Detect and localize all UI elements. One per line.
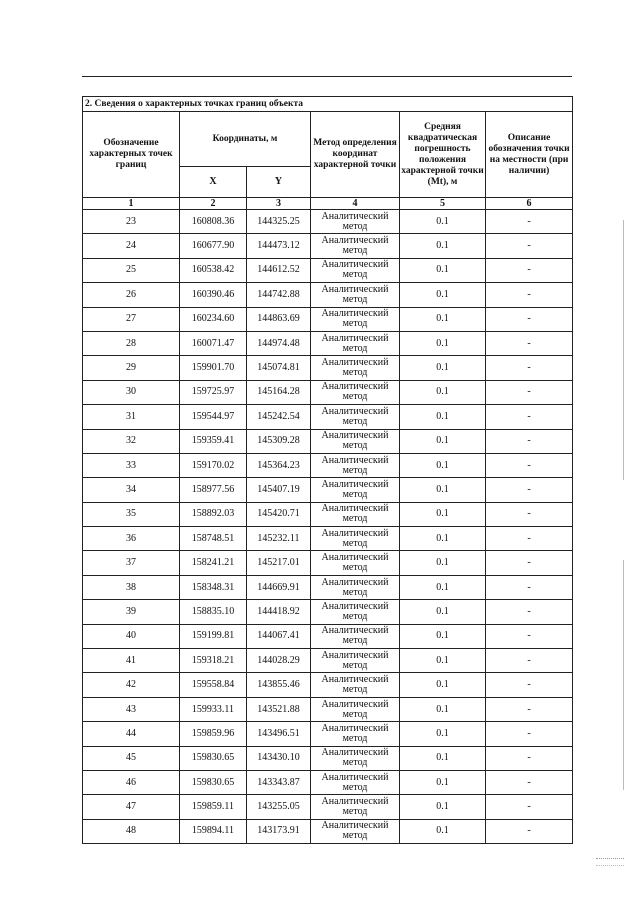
point-number: 35 [83,502,180,526]
coord-x: 159558.84 [180,673,247,697]
point-number: 47 [83,795,180,819]
precision-value: 0.1 [400,356,486,380]
method-line2: метод [342,781,368,793]
method-line1: Аналитический [321,430,389,442]
precision-value: 0.1 [400,307,486,331]
header-description: Описание обозначения точки на местности (при наличии) [486,112,573,198]
method-line2: метод [342,537,368,549]
coord-y: 143255.05 [247,795,311,819]
precision-value: 0.1 [400,527,486,551]
coord-x: 159199.81 [180,624,247,648]
precision-value: 0.1 [400,258,486,282]
coord-x: 158748.51 [180,527,247,551]
method-line1: Аналитический [321,820,389,832]
description-value: - [486,380,573,404]
point-number: 40 [83,624,180,648]
description-value: - [486,527,573,551]
point-number: 38 [83,575,180,599]
method-line1: Аналитический [321,722,389,734]
description-value: - [486,331,573,355]
method [311,356,400,380]
description-value: - [486,210,573,234]
description-value: - [486,697,573,721]
table-row [83,746,573,770]
table-row [83,331,573,355]
method-line2: метод [342,732,368,744]
point-number: 48 [83,819,180,843]
precision-value: 0.1 [400,551,486,575]
method [311,258,400,282]
coord-y: 144473.12 [247,234,311,258]
method-line2: метод [342,513,368,525]
coord-x: 159933.11 [180,697,247,721]
method-line2: метод [342,342,368,354]
precision-value: 0.1 [400,722,486,746]
coord-y: 144028.29 [247,649,311,673]
method [311,527,400,551]
method-line1: Аналитический [321,552,389,564]
coord-x: 160390.46 [180,283,247,307]
coord-y: 143173.91 [247,819,311,843]
precision-value: 0.1 [400,502,486,526]
coord-y: 144669.91 [247,575,311,599]
point-number: 33 [83,453,180,477]
coord-y: 144325.25 [247,210,311,234]
method-line1: Аналитический [321,796,389,808]
header-point-designation: Обозначение характерных точек границ [83,112,180,198]
table-row [83,356,573,380]
table-row [83,405,573,429]
description-value: - [486,429,573,453]
coord-y: 143521.88 [247,697,311,721]
precision-value: 0.1 [400,746,486,770]
method-line2: метод [342,586,368,598]
header-coordinates: Координаты, м [180,112,311,167]
method-line2: метод [342,708,368,720]
method-line1: Аналитический [321,527,389,539]
method-line2: метод [342,245,368,257]
precision-value: 0.1 [400,283,486,307]
precision-value: 0.1 [400,673,486,697]
description-value: - [486,624,573,648]
method-line1: Аналитический [321,235,389,247]
header-precision: Средняя квадратическая погрешность положения характерной точки (Mt), м [400,112,486,198]
precision-value: 0.1 [400,234,486,258]
description-value: - [486,819,573,843]
coord-x: 159170.02 [180,453,247,477]
method-line2: метод [342,464,368,476]
column-number: 3 [247,198,311,210]
point-number: 39 [83,600,180,624]
method-line2: метод [342,610,368,622]
table-row [83,697,573,721]
method [311,770,400,794]
method-line1: Аналитический [321,283,389,295]
point-number: 29 [83,356,180,380]
coord-x: 159830.65 [180,746,247,770]
method-line1: Аналитический [321,332,389,344]
method-line2: метод [342,367,368,379]
table-row [83,819,573,843]
header-method: Метод определения координат характерной точки [311,112,400,198]
scan-edge-mark [623,220,624,480]
point-number: 27 [83,307,180,331]
description-value: - [486,405,573,429]
table-row [83,649,573,673]
precision-value: 0.1 [400,429,486,453]
coord-x: 160808.36 [180,210,247,234]
coord-y: 144742.88 [247,283,311,307]
description-value: - [486,478,573,502]
point-number: 23 [83,210,180,234]
point-number: 37 [83,551,180,575]
section-title-row [83,97,573,112]
method-line2: метод [342,757,368,769]
description-value: - [486,600,573,624]
table-row [83,673,573,697]
coord-x: 160071.47 [180,331,247,355]
coord-y: 144863.69 [247,307,311,331]
point-number: 24 [83,234,180,258]
description-value: - [486,649,573,673]
method-line1: Аналитический [321,259,389,271]
point-number: 46 [83,770,180,794]
coord-x: 159859.11 [180,795,247,819]
column-number: 5 [400,198,486,210]
method-line2: метод [342,293,368,305]
precision-value: 0.1 [400,405,486,429]
table-row [83,380,573,404]
coord-y: 144418.92 [247,600,311,624]
method-line2: метод [342,415,368,427]
point-number: 28 [83,331,180,355]
method [311,551,400,575]
method-line1: Аналитический [321,698,389,710]
precision-value: 0.1 [400,624,486,648]
description-value: - [486,575,573,599]
table-row [83,770,573,794]
method-line2: метод [342,318,368,330]
coord-x: 160677.90 [180,234,247,258]
description-value: - [486,307,573,331]
method [311,575,400,599]
table-row [83,575,573,599]
method [311,331,400,355]
table-row [83,795,573,819]
description-value: - [486,258,573,282]
method-line2: метод [342,440,368,452]
method [311,673,400,697]
point-number: 32 [83,429,180,453]
coord-y: 145364.23 [247,453,311,477]
method [311,234,400,258]
precision-value: 0.1 [400,819,486,843]
coord-y: 145407.19 [247,478,311,502]
precision-value: 0.1 [400,331,486,355]
table-row [83,234,573,258]
method-line2: метод [342,684,368,696]
coord-y: 144612.52 [247,258,311,282]
precision-value: 0.1 [400,575,486,599]
coord-y: 145242.54 [247,405,311,429]
top-rule [82,76,572,77]
method [311,649,400,673]
section-title: 2. Сведения о характерных точках границ объекта [83,97,573,112]
method-line1: Аналитический [321,308,389,320]
method [311,283,400,307]
method-line1: Аналитический [321,674,389,686]
coord-y: 145309.28 [247,429,311,453]
coord-y: 143855.46 [247,673,311,697]
description-value: - [486,234,573,258]
column-number: 6 [486,198,573,210]
precision-value: 0.1 [400,210,486,234]
table-row [83,210,573,234]
coord-y: 144974.48 [247,331,311,355]
point-number: 34 [83,478,180,502]
method-line2: метод [342,830,368,842]
coord-y: 145420.71 [247,502,311,526]
table-row [83,258,573,282]
coord-y: 145074.81 [247,356,311,380]
method-line1: Аналитический [321,478,389,490]
header-y: Y [247,167,311,198]
column-numbers-row [83,198,573,210]
method [311,795,400,819]
description-value: - [486,795,573,819]
method-line1: Аналитический [321,600,389,612]
point-number: 41 [83,649,180,673]
method [311,380,400,404]
method-line2: метод [342,488,368,500]
point-number: 31 [83,405,180,429]
coord-x: 159544.97 [180,405,247,429]
coord-y: 145164.28 [247,380,311,404]
point-number: 42 [83,673,180,697]
coord-x: 159894.11 [180,819,247,843]
method-line1: Аналитический [321,576,389,588]
description-value: - [486,673,573,697]
method [311,478,400,502]
method [311,405,400,429]
precision-value: 0.1 [400,380,486,404]
method-line2: метод [342,806,368,818]
method-line1: Аналитический [321,747,389,759]
point-number: 36 [83,527,180,551]
method-line2: метод [342,659,368,671]
description-value: - [486,283,573,307]
coord-y: 145217.01 [247,551,311,575]
column-number: 4 [311,198,400,210]
boundary-points-table [82,96,573,844]
coord-x: 158241.21 [180,551,247,575]
table-row [83,307,573,331]
coord-x: 160234.60 [180,307,247,331]
table-row [83,722,573,746]
coord-y: 143430.10 [247,746,311,770]
column-number: 2 [180,198,247,210]
point-number: 43 [83,697,180,721]
method-line1: Аналитический [321,625,389,637]
method [311,453,400,477]
method-line1: Аналитический [321,503,389,515]
description-value: - [486,746,573,770]
method-line1: Аналитический [321,357,389,369]
point-number: 26 [83,283,180,307]
coord-x: 159830.65 [180,770,247,794]
method-line2: метод [342,562,368,574]
coord-x: 158835.10 [180,600,247,624]
header-row [83,112,573,167]
table-row [83,478,573,502]
method [311,429,400,453]
method-line1: Аналитический [321,405,389,417]
description-value: - [486,770,573,794]
point-number: 45 [83,746,180,770]
scan-dots [596,858,624,866]
table-row [83,429,573,453]
method-line2: метод [342,391,368,403]
precision-value: 0.1 [400,795,486,819]
method-line2: метод [342,635,368,647]
method [311,600,400,624]
method-line1: Аналитический [321,649,389,661]
precision-value: 0.1 [400,649,486,673]
method-line1: Аналитический [321,771,389,783]
coord-x: 158348.31 [180,575,247,599]
point-number: 30 [83,380,180,404]
table-row [83,551,573,575]
coord-y: 143343.87 [247,770,311,794]
description-value: - [486,453,573,477]
coord-y: 144067.41 [247,624,311,648]
coord-x: 159859.96 [180,722,247,746]
table-row [83,624,573,648]
method [311,819,400,843]
method-line2: метод [342,269,368,281]
description-value: - [486,551,573,575]
method [311,697,400,721]
description-value: - [486,502,573,526]
coord-x: 160538.42 [180,258,247,282]
column-number: 1 [83,198,180,210]
method [311,746,400,770]
coord-x: 158977.56 [180,478,247,502]
coord-x: 159359.41 [180,429,247,453]
method-line1: Аналитический [321,210,389,222]
precision-value: 0.1 [400,478,486,502]
precision-value: 0.1 [400,770,486,794]
method-line1: Аналитический [321,381,389,393]
table-row [83,502,573,526]
coord-x: 158892.03 [180,502,247,526]
method [311,502,400,526]
method [311,210,400,234]
method [311,624,400,648]
coord-x: 159318.21 [180,649,247,673]
coord-x: 159725.97 [180,380,247,404]
method-line2: метод [342,220,368,232]
coord-y: 143496.51 [247,722,311,746]
precision-value: 0.1 [400,453,486,477]
description-value: - [486,356,573,380]
description-value: - [486,722,573,746]
table-row [83,283,573,307]
table-row [83,527,573,551]
method [311,307,400,331]
point-number: 44 [83,722,180,746]
scan-edge-mark [623,560,624,790]
header-x: X [180,167,247,198]
precision-value: 0.1 [400,600,486,624]
coord-y: 145232.11 [247,527,311,551]
precision-value: 0.1 [400,697,486,721]
table-row [83,453,573,477]
coord-x: 159901.70 [180,356,247,380]
method-line1: Аналитический [321,454,389,466]
point-number: 25 [83,258,180,282]
method [311,722,400,746]
table-row [83,600,573,624]
